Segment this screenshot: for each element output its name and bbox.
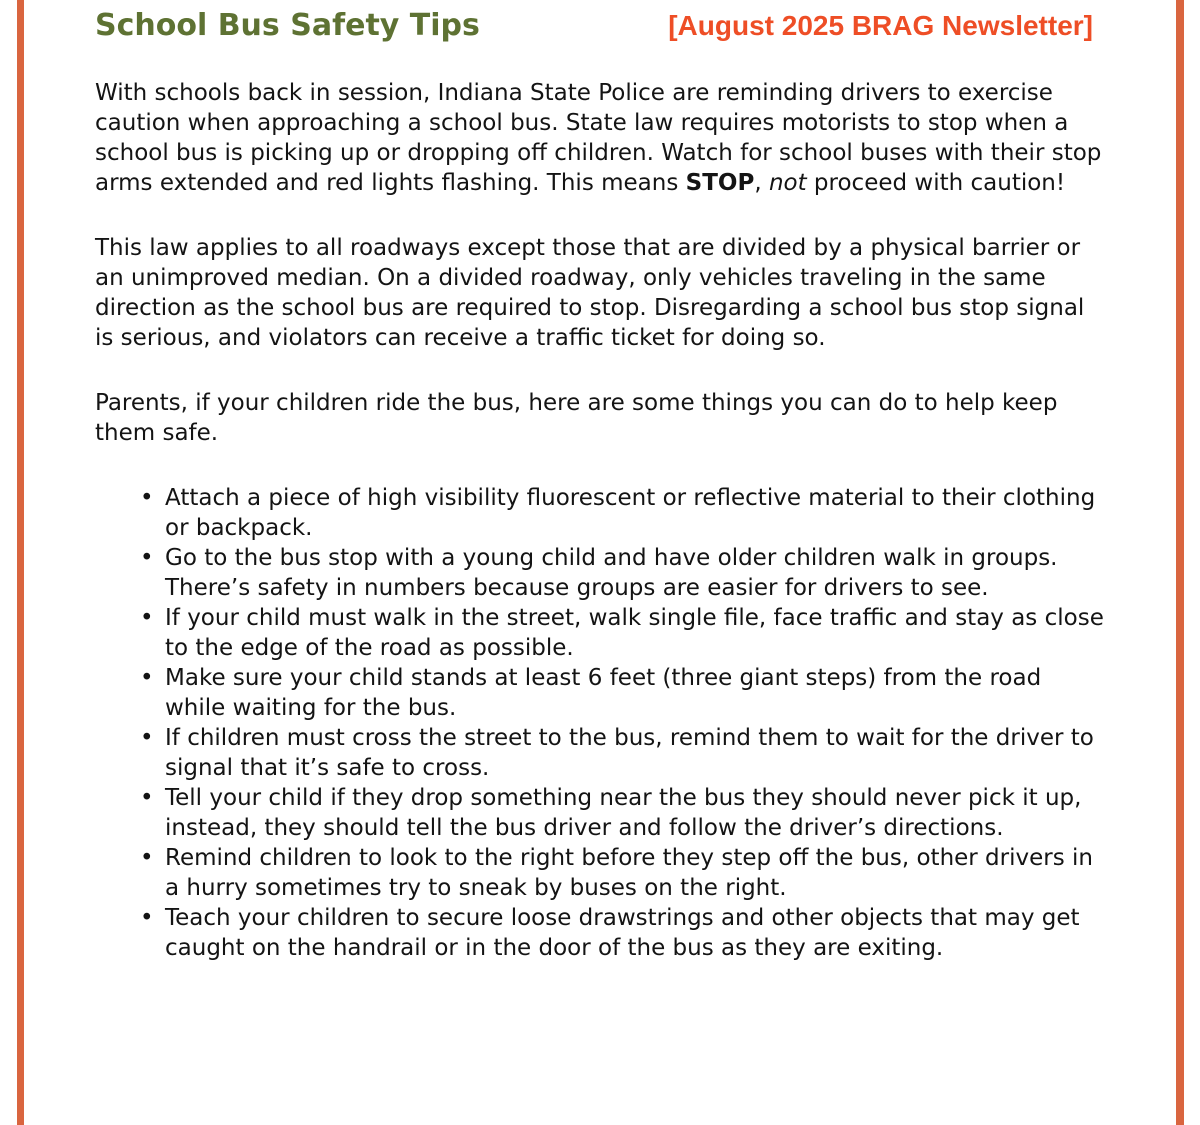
newsletter-article [95,8,1107,963]
list-item: • If your child must walk in the street, walk single file, face traffic and stay as close to the edge of the road as possible. [95,603,1107,663]
stop-emphasis: STOP [685,170,755,196]
list-item: • Attach a piece of high visibility fluorescent or reflective material to their clothing or backpack. [95,483,1107,543]
intro-paragraph-text: With schools back in session, Indiana State Police are reminding drivers to exercise caution when approaching a school bus. State law requires motorists to stop when a school bus is picking up or dropping off children. Watch for school buses with their stop arms extended and red lights flashing. This means [95,80,1102,196]
list-item: • Make sure your child stands at least 6 feet (three giant steps) from the road while waiting for the bus. [95,663,1107,723]
parents-paragraph: Parents, if your children ride the bus, here are some things you can do to help keep them safe. [95,390,1058,446]
list-item: • Tell your child if they drop something near the bus they should never pick it up, instead, they should tell the bus driver and follow the driver’s directions. [95,783,1107,843]
article-header [95,8,1107,44]
list-item: • Go to the bus stop with a young child and have older children walk in groups. There’s safety in numbers because groups are easier for drivers to see. [95,543,1107,603]
list-item: • Remind children to look to the right before they step off the bus, other drivers in a hurry sometimes try to sneak by buses on the right. [95,843,1107,903]
newsletter-badge: [August 2025 BRAG Newsletter] [668,10,1093,41]
not-emphasis: not [768,170,807,196]
intro-paragraph [95,78,1107,198]
right-border-bar [1176,0,1184,1125]
list-item: • If children must cross the street to the bus, remind them to wait for the driver to signal that it’s safe to cross. [95,723,1107,783]
page-title: School Bus Safety Tips [95,8,480,43]
intro-paragraph-mid: , [754,170,769,196]
list-item: • Teach your children to secure loose drawstrings and other objects that may get caught on the handrail or in the door of the bus as they are exiting. [95,903,1107,963]
intro-paragraph-end: proceed with caution! [806,170,1066,196]
law-paragraph: This law applies to all roadways except those that are divided by a physical barrier or an unimproved median. On a divided roadway, only vehicles traveling in the same direction as the school bus are required to stop. Disregarding a school bus stop signal is serious, and violators can receive a traffic ticket for doing so. [95,235,1085,351]
left-border-bar [17,0,24,1125]
article-body [95,78,1107,963]
safety-tips-list [95,483,1107,963]
